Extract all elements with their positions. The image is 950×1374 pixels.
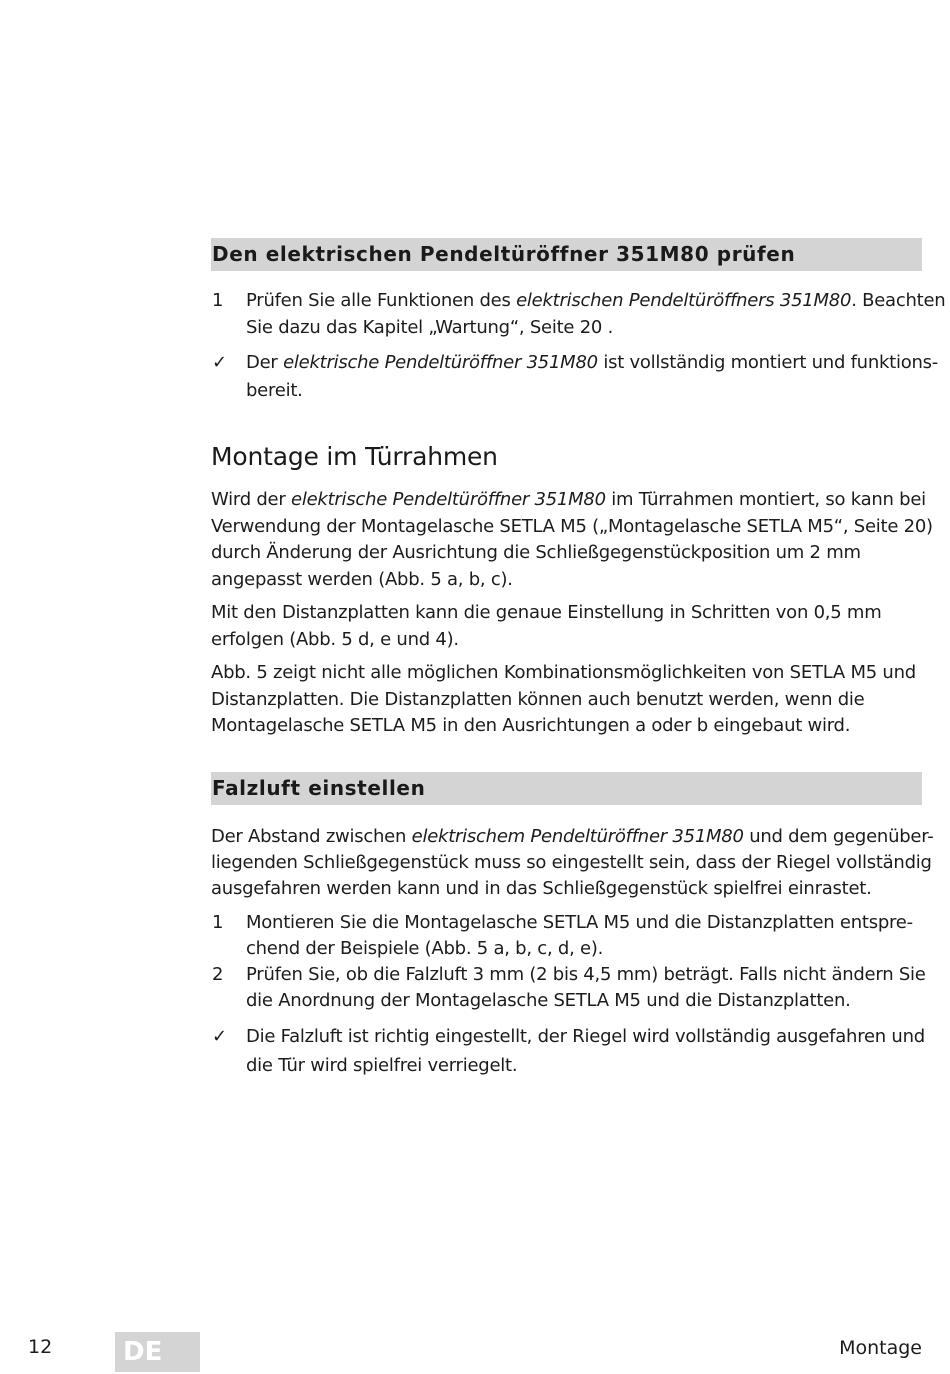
step-text-line: Prüfen Sie alle Funktionen des elektrischen Pendeltüröffners 351M80. Beachten	[246, 290, 946, 311]
checkmark-icon: ✓	[212, 352, 228, 373]
section-heading-rebate-gap: Falzluft einstellen	[211, 772, 922, 805]
footer-section-title: Montage	[839, 1337, 922, 1359]
paragraph-line: Montagelasche SETLA M5 in den Ausrichtungen a oder b eingebaut wird.	[211, 715, 851, 736]
paragraph-line: Verwendung der Montagelasche SETLA M5 („Montagelasche SETLA M5“, Seite 20)	[211, 516, 933, 537]
paragraph-line: liegenden Schließgegenstück muss so eingestellt sein, dass der Riegel vollständig	[211, 852, 932, 873]
language-tab: DE	[115, 1332, 200, 1372]
step-text-line: die Anordnung der Montagelasche SETLA M5 und die Distanzplatten.	[246, 990, 851, 1011]
paragraph-line: Mit den Distanzplatten kann die genaue Einstellung in Schritten von 0,5 mm	[211, 602, 882, 623]
checkmark-icon: ✓	[212, 1026, 228, 1047]
page-number: 12	[28, 1336, 53, 1358]
result-text-line: bereit.	[246, 380, 303, 401]
step-text-line: chend der Beispiele (Abb. 5 a, b, c, d, e).	[246, 938, 604, 959]
step-number: 1	[212, 290, 224, 311]
section-heading-mounting: Montage im Türrahmen	[211, 442, 498, 471]
result-text-line: die Tür wird spielfrei verriegelt.	[246, 1055, 518, 1076]
result-text-line: Der elektrische Pendeltüröffner 351M80 ist vollständig montiert und funktions-	[246, 352, 939, 373]
paragraph-line: Distanzplatten. Die Distanzplatten können auch benutzt werden, wenn die	[211, 689, 865, 710]
step-number: 1	[212, 912, 224, 933]
paragraph-line: Abb. 5 zeigt nicht alle möglichen Kombinationsmöglichkeiten von SETLA M5 und	[211, 662, 916, 683]
step-text-line: Montieren Sie die Montagelasche SETLA M5 und die Distanzplatten entspre-	[246, 912, 913, 933]
paragraph-line: durch Änderung der Ausrichtung die Schließgegenstückposition um 2 mm	[211, 542, 861, 563]
paragraph-line: angepasst werden (Abb. 5 a, b, c).	[211, 569, 513, 590]
paragraph-line: Der Abstand zwischen elektrischem Pendeltüröffner 351M80 und dem gegenüber-	[211, 826, 934, 847]
section-heading-check: Den elektrischen Pendeltüröffner 351M80 prüfen	[211, 238, 922, 271]
paragraph-line: Wird der elektrische Pendeltüröffner 351M80 im Türrahmen montiert, so kann bei	[211, 489, 926, 510]
paragraph-line: ausgefahren werden kann und in das Schließgegenstück spielfrei einrastet.	[211, 878, 872, 899]
paragraph-line: erfolgen (Abb. 5 d, e und 4).	[211, 629, 459, 650]
step-text-line: Sie dazu das Kapitel „Wartung“, Seite 20 .	[246, 317, 614, 338]
result-text-line: Die Falzluft ist richtig eingestellt, der Riegel wird vollständig ausgefahren und	[246, 1026, 925, 1047]
step-number: 2	[212, 964, 224, 985]
step-text-line: Prüfen Sie, ob die Falzluft 3 mm (2 bis 4,5 mm) beträgt. Falls nicht ändern Sie	[246, 964, 926, 985]
